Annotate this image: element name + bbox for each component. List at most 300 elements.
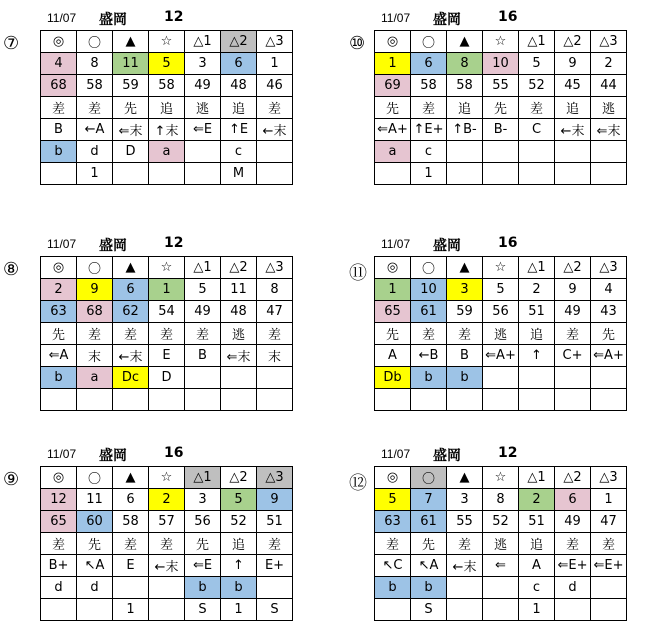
table-cell: ▲	[113, 467, 149, 489]
table-cell: △2	[221, 257, 257, 279]
table-cell	[257, 389, 293, 411]
table-cell: 58	[113, 511, 149, 533]
table-cell: 63	[375, 511, 411, 533]
rating-row	[375, 511, 627, 533]
table-cell: 3	[185, 53, 221, 75]
table-cell	[149, 389, 185, 411]
grade-row	[41, 141, 293, 163]
table-cell: 65	[41, 511, 77, 533]
race-header	[374, 8, 636, 28]
table-cell: 差	[447, 533, 483, 555]
table-cell	[555, 163, 591, 185]
table-cell: ⇐A+	[591, 345, 627, 367]
table-cell	[41, 389, 77, 411]
table-cell: B-	[483, 119, 519, 141]
table-cell: 58	[411, 75, 447, 97]
table-cell: ⇐E	[185, 555, 221, 577]
rating-row	[41, 511, 293, 533]
table-cell: 52	[221, 511, 257, 533]
table-cell	[591, 163, 627, 185]
table-cell: ▲	[447, 31, 483, 53]
rating-row	[41, 75, 293, 97]
table-cell: 2	[149, 489, 185, 511]
race-number-label: ⑦	[3, 33, 20, 54]
mark-row	[375, 31, 627, 53]
table-cell: ⇐A	[41, 345, 77, 367]
table-cell	[375, 599, 411, 621]
race-number-label: ⑪	[349, 263, 367, 284]
table-cell: ⇐末	[221, 345, 257, 367]
table-cell: 差	[257, 533, 293, 555]
table-cell: 62	[113, 301, 149, 323]
table-cell: 56	[483, 301, 519, 323]
table-cell: b	[375, 577, 411, 599]
table-cell: 54	[149, 301, 185, 323]
table-cell: △3	[591, 31, 627, 53]
table-cell	[77, 599, 113, 621]
trend-row	[375, 119, 627, 141]
table-cell: 1	[113, 599, 149, 621]
race-number-label: ⑨	[3, 469, 20, 490]
grade-row	[41, 577, 293, 599]
table-cell: △1	[185, 257, 221, 279]
table-cell: D	[113, 141, 149, 163]
table-cell: Db	[375, 367, 411, 389]
table-cell: 先	[483, 97, 519, 119]
table-cell: 差	[41, 97, 77, 119]
table-cell: ⇐E+	[591, 555, 627, 577]
horse-number-row	[375, 489, 627, 511]
table-cell	[555, 599, 591, 621]
table-cell: 49	[555, 511, 591, 533]
table-cell: 58	[149, 75, 185, 97]
table-cell: 差	[113, 323, 149, 345]
note-row	[41, 389, 293, 411]
table-cell: 〇	[77, 31, 113, 53]
table-cell	[591, 577, 627, 599]
table-cell: 先	[411, 533, 447, 555]
table-cell: E	[113, 555, 149, 577]
table-cell: 追	[447, 97, 483, 119]
table-cell: 2	[519, 279, 555, 301]
table-cell	[447, 141, 483, 163]
table-cell: 5	[519, 53, 555, 75]
table-cell	[591, 141, 627, 163]
table-cell: 8	[257, 279, 293, 301]
grade-row	[375, 367, 627, 389]
table-cell: 68	[41, 75, 77, 97]
table-cell: B+	[41, 555, 77, 577]
table-cell: 51	[519, 511, 555, 533]
table-cell: b	[41, 367, 77, 389]
table-cell: ▲	[447, 467, 483, 489]
table-cell: 6	[555, 489, 591, 511]
table-cell: 52	[519, 75, 555, 97]
table-cell: 2	[519, 489, 555, 511]
table-cell	[185, 367, 221, 389]
table-cell: ←A	[77, 119, 113, 141]
race-venue: 盛岡	[99, 448, 127, 464]
table-cell: 56	[185, 511, 221, 533]
table-cell: ⇐E	[185, 119, 221, 141]
table-cell: 末	[257, 345, 293, 367]
table-cell: ◎	[375, 257, 411, 279]
table-cell: 3	[447, 279, 483, 301]
table-cell	[185, 163, 221, 185]
table-cell: ⇐E+	[555, 555, 591, 577]
table-cell: 47	[591, 511, 627, 533]
note-row	[41, 163, 293, 185]
race-venue: 盛岡	[433, 238, 461, 254]
trend-row	[375, 345, 627, 367]
table-cell: ↑末	[149, 119, 185, 141]
table-cell: ☆	[483, 31, 519, 53]
table-cell: △2	[221, 467, 257, 489]
table-cell: 9	[77, 279, 113, 301]
field-size: 12	[164, 9, 184, 25]
table-cell: c	[411, 141, 447, 163]
trend-row	[41, 555, 293, 577]
table-cell: 58	[447, 75, 483, 97]
table-cell: ☆	[483, 467, 519, 489]
table-cell: 1	[257, 53, 293, 75]
table-cell: △1	[185, 31, 221, 53]
table-cell: ◎	[41, 31, 77, 53]
table-cell: ⇐A+	[375, 119, 411, 141]
table-cell: △2	[555, 467, 591, 489]
table-cell: 1	[149, 279, 185, 301]
race-number-label: ⑫	[349, 473, 367, 494]
table-cell: S	[185, 599, 221, 621]
table-cell	[591, 599, 627, 621]
table-cell: 51	[519, 301, 555, 323]
prediction-table	[40, 30, 293, 185]
table-cell: 1	[519, 599, 555, 621]
table-cell: 48	[221, 301, 257, 323]
table-cell	[519, 367, 555, 389]
table-cell	[221, 367, 257, 389]
table-cell: 差	[591, 533, 627, 555]
table-cell: 1	[411, 163, 447, 185]
table-cell: 5	[185, 279, 221, 301]
table-cell: 55	[483, 75, 519, 97]
table-cell: B	[41, 119, 77, 141]
table-cell: 差	[185, 323, 221, 345]
table-cell: ←末	[447, 555, 483, 577]
table-cell: 8	[483, 489, 519, 511]
grade-row	[375, 141, 627, 163]
table-cell: 9	[555, 53, 591, 75]
table-cell: 6	[113, 279, 149, 301]
table-cell: b	[221, 577, 257, 599]
table-cell	[185, 389, 221, 411]
table-cell: 差	[41, 533, 77, 555]
table-cell	[519, 141, 555, 163]
table-cell	[221, 389, 257, 411]
table-cell: ☆	[149, 467, 185, 489]
table-cell: 先	[375, 323, 411, 345]
table-cell: △3	[257, 257, 293, 279]
race-date: 11/07	[381, 237, 411, 251]
table-cell: 11	[77, 489, 113, 511]
table-cell: 差	[555, 533, 591, 555]
trend-row	[41, 119, 293, 141]
table-cell: 1	[221, 599, 257, 621]
table-cell: 8	[77, 53, 113, 75]
table-cell: 1	[591, 489, 627, 511]
table-cell: 51	[257, 511, 293, 533]
table-cell: d	[41, 577, 77, 599]
table-cell: 45	[555, 75, 591, 97]
table-cell: 63	[41, 301, 77, 323]
table-cell: 12	[41, 489, 77, 511]
table-cell: 3	[185, 489, 221, 511]
table-cell: 末	[77, 345, 113, 367]
table-cell: 11	[221, 279, 257, 301]
table-cell: ▲	[447, 257, 483, 279]
table-cell: △2	[221, 31, 257, 53]
table-cell	[555, 389, 591, 411]
table-cell: △3	[591, 257, 627, 279]
running-style-row	[375, 533, 627, 555]
race-header	[40, 234, 302, 254]
table-cell: 追	[519, 323, 555, 345]
table-cell: ◎	[375, 31, 411, 53]
table-cell: △1	[519, 467, 555, 489]
table-cell: 9	[257, 489, 293, 511]
race-date: 11/07	[47, 11, 77, 25]
table-cell: 差	[375, 533, 411, 555]
table-cell	[113, 163, 149, 185]
table-cell: 1	[77, 163, 113, 185]
table-cell: 差	[257, 97, 293, 119]
table-cell: d	[555, 577, 591, 599]
field-size: 16	[498, 9, 518, 25]
prediction-table	[374, 466, 627, 621]
table-cell	[483, 163, 519, 185]
table-cell: b	[411, 577, 447, 599]
table-cell: c	[519, 577, 555, 599]
table-cell	[555, 141, 591, 163]
table-cell: 57	[149, 511, 185, 533]
table-cell: C+	[555, 345, 591, 367]
table-cell	[77, 389, 113, 411]
table-cell: ↖A	[77, 555, 113, 577]
table-cell: 1	[375, 53, 411, 75]
table-cell: 61	[411, 301, 447, 323]
table-cell: ▲	[113, 257, 149, 279]
race-date: 11/07	[47, 447, 77, 461]
horse-number-row	[375, 53, 627, 75]
table-cell: b	[447, 367, 483, 389]
table-cell: 6	[113, 489, 149, 511]
table-cell: 59	[447, 301, 483, 323]
table-cell	[257, 141, 293, 163]
running-style-row	[375, 97, 627, 119]
table-cell: b	[41, 141, 77, 163]
table-cell: ↑B-	[447, 119, 483, 141]
grade-row	[375, 577, 627, 599]
table-cell	[483, 389, 519, 411]
table-cell: 5	[221, 489, 257, 511]
table-cell: 59	[113, 75, 149, 97]
table-cell: 60	[77, 511, 113, 533]
field-size: 16	[498, 235, 518, 251]
table-cell: 逃	[185, 97, 221, 119]
table-cell	[411, 389, 447, 411]
table-cell: c	[221, 141, 257, 163]
race-venue: 盛岡	[99, 238, 127, 254]
table-cell: 10	[411, 279, 447, 301]
table-cell: 差	[447, 323, 483, 345]
table-cell: 追	[149, 97, 185, 119]
table-cell	[483, 367, 519, 389]
table-cell: 差	[77, 97, 113, 119]
field-size: 12	[164, 235, 184, 251]
rating-row	[41, 301, 293, 323]
table-cell: 44	[591, 75, 627, 97]
table-cell: b	[411, 367, 447, 389]
table-cell: 逃	[483, 323, 519, 345]
table-cell: B	[447, 345, 483, 367]
table-cell: ←末	[149, 555, 185, 577]
prediction-table	[374, 30, 627, 185]
table-cell: 11	[113, 53, 149, 75]
table-cell: 差	[411, 323, 447, 345]
running-style-row	[41, 97, 293, 119]
table-cell: Dc	[113, 367, 149, 389]
running-style-row	[375, 323, 627, 345]
note-row	[375, 389, 627, 411]
table-cell: 58	[77, 75, 113, 97]
table-cell: 逃	[221, 323, 257, 345]
grade-row	[41, 367, 293, 389]
table-cell: 69	[375, 75, 411, 97]
table-cell: 先	[591, 323, 627, 345]
prediction-table	[374, 256, 627, 411]
table-cell	[447, 163, 483, 185]
table-cell	[257, 577, 293, 599]
table-cell: 〇	[411, 31, 447, 53]
table-cell: M	[221, 163, 257, 185]
horse-number-row	[41, 279, 293, 301]
table-cell: 差	[555, 323, 591, 345]
table-cell: 追	[555, 97, 591, 119]
table-cell: 追	[221, 533, 257, 555]
table-cell: ☆	[149, 31, 185, 53]
table-cell: 先	[77, 533, 113, 555]
table-cell	[149, 577, 185, 599]
table-cell: 先	[113, 97, 149, 119]
table-cell: 4	[591, 279, 627, 301]
race-header	[374, 444, 636, 464]
table-cell: △1	[519, 257, 555, 279]
table-cell	[149, 163, 185, 185]
table-cell: ☆	[483, 257, 519, 279]
table-cell: C	[519, 119, 555, 141]
table-cell: S	[257, 599, 293, 621]
table-cell: 6	[411, 53, 447, 75]
table-cell: ↑E	[221, 119, 257, 141]
table-cell: 9	[555, 279, 591, 301]
race-header	[40, 444, 302, 464]
table-cell: △2	[555, 257, 591, 279]
table-cell	[257, 163, 293, 185]
table-cell: 逃	[483, 533, 519, 555]
mark-row	[375, 467, 627, 489]
table-cell: a	[149, 141, 185, 163]
prediction-table	[40, 256, 293, 411]
table-cell: △3	[257, 31, 293, 53]
table-cell: 差	[149, 533, 185, 555]
table-cell: ⇐末	[113, 119, 149, 141]
table-cell: 2	[41, 279, 77, 301]
table-cell: b	[185, 577, 221, 599]
table-cell: ←末	[113, 345, 149, 367]
table-cell: 49	[185, 301, 221, 323]
race-header	[374, 234, 636, 254]
table-cell: 先	[41, 323, 77, 345]
table-cell: d	[77, 577, 113, 599]
table-cell: a	[77, 367, 113, 389]
table-cell: E	[149, 345, 185, 367]
race-number-label: ⑩	[349, 33, 366, 54]
table-cell: ↑E+	[411, 119, 447, 141]
table-cell: B	[185, 345, 221, 367]
table-cell: ↑	[221, 555, 257, 577]
mark-row	[41, 257, 293, 279]
table-cell	[149, 599, 185, 621]
table-cell	[41, 599, 77, 621]
table-cell: 先	[375, 97, 411, 119]
table-cell: 55	[447, 511, 483, 533]
table-cell	[375, 163, 411, 185]
table-cell	[185, 141, 221, 163]
table-cell: △3	[591, 467, 627, 489]
table-cell: 49	[185, 75, 221, 97]
table-cell: 5	[483, 279, 519, 301]
note-row	[41, 599, 293, 621]
race-venue: 盛岡	[433, 12, 461, 28]
table-cell: 10	[483, 53, 519, 75]
mark-row	[41, 467, 293, 489]
table-cell: 61	[411, 511, 447, 533]
table-cell: 7	[411, 489, 447, 511]
table-cell: 68	[77, 301, 113, 323]
table-cell: 1	[375, 279, 411, 301]
table-cell	[447, 577, 483, 599]
race-venue: 盛岡	[433, 448, 461, 464]
table-cell: 逃	[591, 97, 627, 119]
table-cell: 52	[483, 511, 519, 533]
table-cell: △1	[519, 31, 555, 53]
table-cell	[375, 389, 411, 411]
table-cell: 3	[447, 489, 483, 511]
mark-row	[375, 257, 627, 279]
trend-row	[41, 345, 293, 367]
table-cell: 49	[555, 301, 591, 323]
table-cell: ←B	[411, 345, 447, 367]
table-cell: D	[149, 367, 185, 389]
table-cell: d	[77, 141, 113, 163]
race-date: 11/07	[47, 237, 77, 251]
table-cell: A	[519, 555, 555, 577]
table-cell	[591, 367, 627, 389]
horse-number-row	[41, 489, 293, 511]
table-cell	[113, 577, 149, 599]
table-cell: 8	[447, 53, 483, 75]
table-cell: ⇐A+	[483, 345, 519, 367]
